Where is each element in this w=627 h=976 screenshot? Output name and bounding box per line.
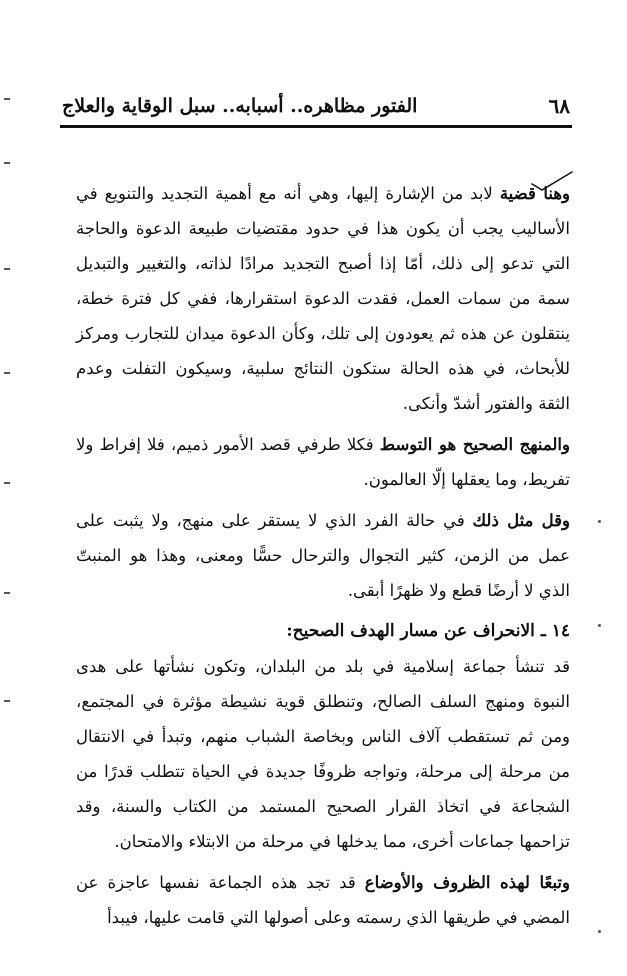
section-heading: ١٤ ـ الانحراف عن مسار الهدف الصحيح: xyxy=(286,621,570,641)
paragraph-text: فكلا طرفي قصد الأمور ذميم، فلا إفراط ولا تفريط، وما يعقلها إلّا العالمون. xyxy=(76,435,570,489)
margin-mark xyxy=(598,624,601,627)
paragraph xyxy=(76,176,570,421)
page-header xyxy=(62,92,570,120)
running-title: الفتور مظاهره.. أسبابه.. سبل الوقاية والعلاج xyxy=(62,95,418,117)
header-rule xyxy=(60,125,572,128)
margin-mark xyxy=(4,700,10,702)
paragraph-lead: وتبعًا لهذه الظروف والأوضاع xyxy=(364,873,570,892)
paragraph xyxy=(76,503,570,608)
paragraph xyxy=(76,865,570,935)
paragraph-text: لابد من الإشارة إليها، وهي أنه مع أهمية التجديد والتنويع في الأساليب يجب أن يكون هذا في حدود مقتضيات طبيعة الدعوة والحاجة التي تدعو إلى ذلك، أمّا إذا أصبح التجديد مرادًا لذاته، والتغيير والتبديل سمة من سمات العمل، فقدت الدعوة استقرارها، ففي كل فترة خطة، ينتقلون عن هذه ثم يعودون إلى تلك، وكأن الدعوة ميدان للتجارب ومركز للأبحاث، في هذه الحالة ستكون النتائج سلبية، وسيكون التفلت وعدم الثقة والفتور أشدّ وأنكى. xyxy=(76,184,570,413)
paragraph-lead: وقل مثل ذلك xyxy=(472,511,570,530)
paragraph-text: قد تنشأ جماعة إسلامية في بلد من البلدان، وتكون نشأتها على هدى النبوة ومنهج السلف الصالح، وتنطلق قوية نشيطة مؤثرة في المجتمع، ومن ثم تستقطب آلاف الناس وبخاصة الشباب منهم، وتبدأ في الانتقال من مرحلة إلى مرحلة، وتواجه ظروفًا جديدة في الحياة تتطلب قدرًا من الشجاعة في اتخاذ القرار الصحيح المستمد من الكتاب والسنة، وقد تزاحمها جماعات أخرى، مما يدخلها في مرحلة من الابتلاء والامتحان. xyxy=(76,657,570,851)
margin-mark xyxy=(4,592,10,594)
paragraph-text: في حالة الفرد الذي لا يستقر على منهج، ولا يثبت على عمل من الزمن، كثير التجوال والترحال حسًّا ومعنى، وهذا هو المنبتّ الذي لا أرضًا قطع ولا ظهرًا أبقى. xyxy=(76,511,570,600)
paragraph-lead: والمنهج الصحيح هو التوسط xyxy=(379,435,570,454)
margin-mark xyxy=(4,482,10,484)
paragraph xyxy=(76,649,570,859)
margin-mark xyxy=(4,372,10,374)
page-body xyxy=(76,176,570,941)
margin-mark xyxy=(4,162,10,164)
margin-mark xyxy=(4,268,10,270)
paragraph-text: قد تجد هذه الجماعة نفسها عاجزة عن المضي في طريقها الذي رسمته وعلى أصولها التي قامت عليها، فيبدأ xyxy=(76,873,570,927)
margin-mark xyxy=(4,98,10,100)
paragraph-lead: وهنا قضية xyxy=(499,184,570,203)
margin-mark xyxy=(598,930,601,933)
paragraph xyxy=(76,427,570,497)
margin-mark xyxy=(598,520,601,523)
page-number: ٦٨ xyxy=(548,94,570,118)
